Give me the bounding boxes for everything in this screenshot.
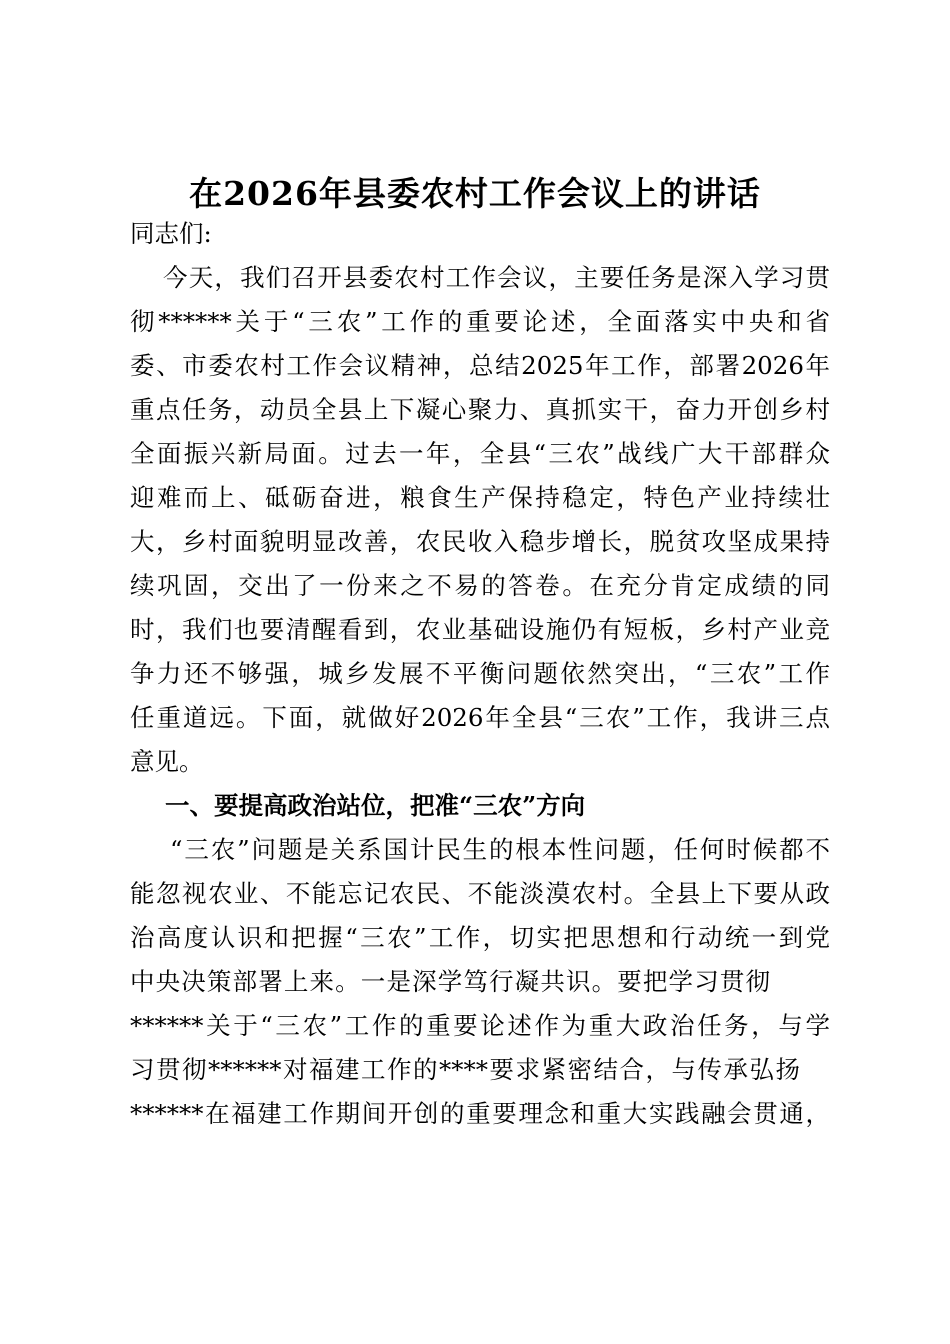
paragraph-line: 续巩固，交出了一份来之不易的答卷。在充分肯定成绩的同 — [130, 571, 830, 600]
paragraph-line: 迎难而上、砥砺奋进，粮食生产保持稳定，特色产业持续壮 — [130, 483, 830, 512]
paragraph-line: 意见。 — [130, 747, 204, 776]
paragraph-line: 治高度认识和把握“三农”工作，切实把思想和行动统一到党 — [130, 923, 830, 952]
paragraph-line: ******在福建工作期间开创的重要理念和重大实践融会贯通， — [130, 1099, 830, 1128]
paragraph-line: “三农”问题是关系国计民生的根本性问题，任何时候都不 — [170, 835, 830, 864]
paragraph-line: ******关于“三农”工作的重要论述作为重大政治任务，与学 — [130, 1011, 830, 1040]
paragraph-line: 重点任务，动员全县上下凝心聚力、真抓实干，奋力开创乡村 — [130, 395, 830, 424]
paragraph-line: 中央决策部署上来。一是深学笃行凝共识。要把学习贯彻 — [130, 967, 770, 996]
paragraph-line: 时，我们也要清醒看到，农业基础设施仍有短板，乡村产业竞 — [130, 615, 830, 644]
paragraph-line: 任重道远。下面，就做好2026年全县“三农”工作，我讲三点 — [130, 703, 830, 732]
paragraph-line: 全面振兴新局面。过去一年，全县“三农”战线广大干部群众 — [130, 439, 830, 468]
paragraph-line: 委、市委农村工作会议精神，总结2025年工作，部署2026年 — [130, 351, 830, 380]
document-title: 在2026年县委农村工作会议上的讲话 — [189, 174, 761, 213]
paragraph-line: 争力还不够强，城乡发展不平衡问题依然突出，“三农”工作 — [130, 659, 830, 688]
paragraph-line: 今天，我们召开县委农村工作会议，主要任务是深入学习贯 — [163, 263, 830, 292]
salutation: 同志们: — [130, 219, 212, 248]
paragraph-line: 彻******关于“三农”工作的重要论述，全面落实中央和省 — [130, 307, 830, 336]
paragraph-line: 大，乡村面貌明显改善，农民收入稳步增长，脱贫攻坚成果持 — [130, 527, 830, 556]
paragraph-line: 习贯彻******对福建工作的****要求紧密结合，与传承弘扬 — [130, 1055, 800, 1084]
section-heading: 一、要提高政治站位，把准“三农”方向 — [165, 791, 586, 820]
paragraph-line: 能忽视农业、不能忘记农民、不能淡漠农村。全县上下要从政 — [130, 879, 830, 908]
